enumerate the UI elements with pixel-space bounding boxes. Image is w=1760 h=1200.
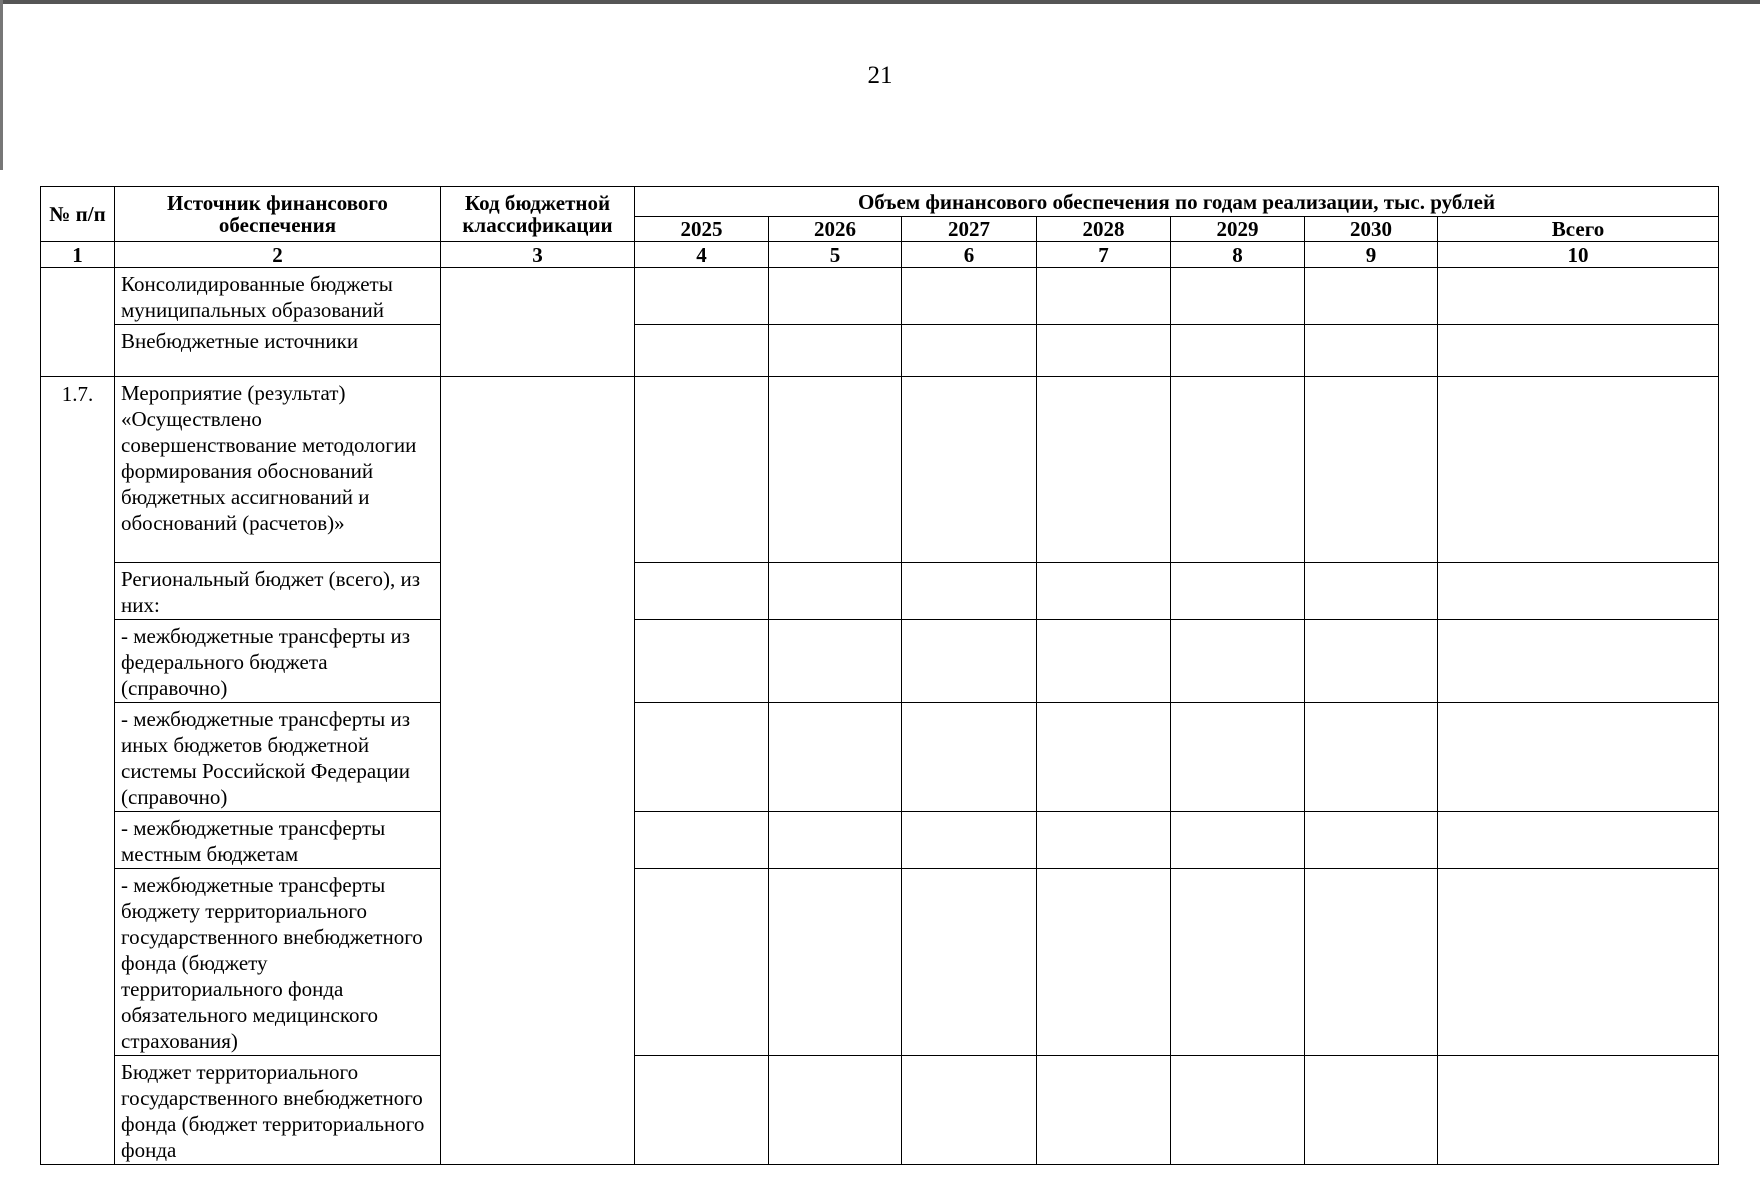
- value-cell: [1037, 377, 1171, 563]
- header-year-2026: 2026: [769, 217, 902, 242]
- column-number: 4: [635, 242, 769, 268]
- value-cell: [1438, 563, 1719, 620]
- value-cell: [635, 620, 769, 703]
- value-cell: [902, 377, 1037, 563]
- value-cell: [902, 268, 1037, 325]
- value-cell: [1037, 563, 1171, 620]
- header-source: Источник финансового обеспечения: [115, 187, 441, 242]
- row-source: Бюджет территориального государственного внебюджетного фонда (бюджет территориального фонда: [115, 1056, 441, 1165]
- page-top-edge: [0, 0, 1760, 4]
- value-cell: [1305, 703, 1438, 812]
- table-row: [41, 620, 1719, 703]
- value-cell: [1171, 563, 1305, 620]
- row-source: Мероприятие (результат) «Осуществлено совершенствование методологии формирования обоснований бюджетных ассигнований и обоснований (расчетов)»: [115, 377, 441, 563]
- value-cell: [1305, 377, 1438, 563]
- value-cell: [635, 703, 769, 812]
- value-cell: [902, 620, 1037, 703]
- header-year-2027: 2027: [902, 217, 1037, 242]
- row-source: Региональный бюджет (всего), из них:: [115, 563, 441, 620]
- value-cell: [1438, 620, 1719, 703]
- column-number: 7: [1037, 242, 1171, 268]
- value-cell: [635, 563, 769, 620]
- row-code: [441, 377, 635, 1165]
- header-year-2028: 2028: [1037, 217, 1171, 242]
- value-cell: [1037, 1056, 1171, 1165]
- table-row: [41, 563, 1719, 620]
- value-cell: [635, 377, 769, 563]
- value-cell: [769, 1056, 902, 1165]
- value-cell: [1305, 620, 1438, 703]
- row-source: - межбюджетные трансферты из федерального бюджета (справочно): [115, 620, 441, 703]
- value-cell: [1438, 1056, 1719, 1165]
- value-cell: [1438, 325, 1719, 377]
- column-number: 2: [115, 242, 441, 268]
- column-number: 3: [441, 242, 635, 268]
- value-cell: [1037, 812, 1171, 869]
- column-number: 10: [1438, 242, 1719, 268]
- value-cell: [1171, 377, 1305, 563]
- table-row: [41, 812, 1719, 869]
- value-cell: [635, 325, 769, 377]
- column-number: 8: [1171, 242, 1305, 268]
- row-source: Внебюджетные источники: [115, 325, 441, 377]
- value-cell: [1171, 703, 1305, 812]
- value-cell: [1305, 1056, 1438, 1165]
- value-cell: [1171, 869, 1305, 1056]
- value-cell: [1037, 620, 1171, 703]
- column-number: 1: [41, 242, 115, 268]
- value-cell: [769, 703, 902, 812]
- value-cell: [1305, 563, 1438, 620]
- value-cell: [1305, 869, 1438, 1056]
- value-cell: [635, 1056, 769, 1165]
- header-year-2029: 2029: [1171, 217, 1305, 242]
- row-source: - межбюджетные трансферты из иных бюджетов бюджетной системы Российской Федерации (справочно): [115, 703, 441, 812]
- table-row: [41, 268, 1719, 325]
- value-cell: [1171, 812, 1305, 869]
- header-code: Код бюджетной классификации: [441, 187, 635, 242]
- value-cell: [1037, 869, 1171, 1056]
- value-cell: [902, 1056, 1037, 1165]
- column-number-row: [41, 242, 1719, 268]
- value-cell: [1037, 268, 1171, 325]
- value-cell: [902, 869, 1037, 1056]
- value-cell: [769, 377, 902, 563]
- value-cell: [1037, 703, 1171, 812]
- value-cell: [769, 268, 902, 325]
- value-cell: [1171, 268, 1305, 325]
- row-number: [41, 268, 115, 377]
- row-source: Консолидированные бюджеты муниципальных образований: [115, 268, 441, 325]
- header-year-2030: 2030: [1305, 217, 1438, 242]
- value-cell: [902, 812, 1037, 869]
- header-row-1: [41, 187, 1719, 217]
- column-number: 6: [902, 242, 1037, 268]
- value-cell: [1305, 325, 1438, 377]
- value-cell: [635, 268, 769, 325]
- column-number: 9: [1305, 242, 1438, 268]
- header-total: Всего: [1438, 217, 1719, 242]
- value-cell: [769, 869, 902, 1056]
- value-cell: [1438, 268, 1719, 325]
- header-num: № п/п: [41, 187, 115, 242]
- value-cell: [902, 325, 1037, 377]
- value-cell: [1305, 812, 1438, 869]
- value-cell: [902, 563, 1037, 620]
- table-row: [41, 869, 1719, 1056]
- value-cell: [635, 869, 769, 1056]
- row-number: 1.7.: [41, 377, 115, 1165]
- value-cell: [769, 620, 902, 703]
- value-cell: [1438, 812, 1719, 869]
- row-source: - межбюджетные трансферты местным бюджетам: [115, 812, 441, 869]
- value-cell: [1438, 377, 1719, 563]
- table-row: [41, 1056, 1719, 1165]
- value-cell: [902, 703, 1037, 812]
- value-cell: [769, 563, 902, 620]
- column-number: 5: [769, 242, 902, 268]
- value-cell: [1037, 325, 1171, 377]
- value-cell: [769, 812, 902, 869]
- value-cell: [1438, 703, 1719, 812]
- table-row: [41, 703, 1719, 812]
- value-cell: [1171, 1056, 1305, 1165]
- value-cell: [1305, 268, 1438, 325]
- financing-table: [40, 186, 1719, 1165]
- row-code: [441, 268, 635, 377]
- header-year-2025: 2025: [635, 217, 769, 242]
- value-cell: [1438, 869, 1719, 1056]
- value-cell: [769, 325, 902, 377]
- page-number: 21: [867, 62, 893, 89]
- value-cell: [1171, 325, 1305, 377]
- row-source: - межбюджетные трансферты бюджету территориального государственного внебюджетного фонда (бюджету территориального фонда обязательного медицинского страхования): [115, 869, 441, 1056]
- value-cell: [1171, 620, 1305, 703]
- table-row: [41, 377, 1719, 563]
- table-row: [41, 325, 1719, 377]
- header-volume: Объем финансового обеспечения по годам реализации, тыс. рублей: [635, 187, 1719, 217]
- value-cell: [635, 812, 769, 869]
